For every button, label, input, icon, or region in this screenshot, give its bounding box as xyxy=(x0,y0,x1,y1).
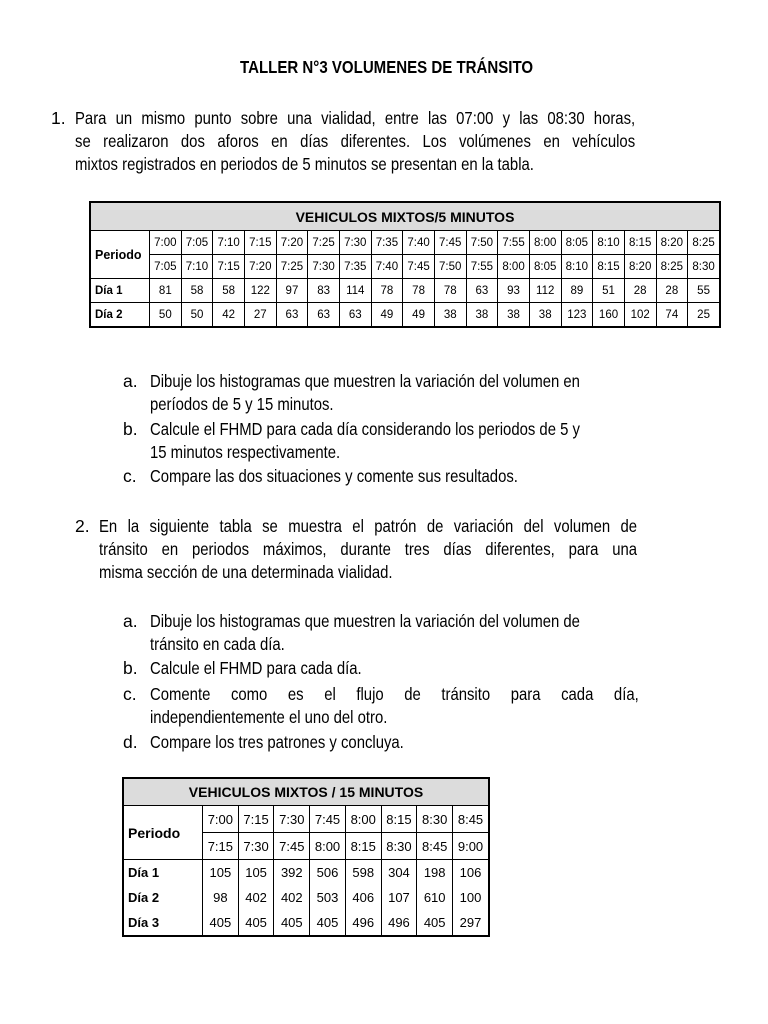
question-2-line: tránsito en periodos máximos, durante tres días diferentes, para una xyxy=(99,539,638,559)
item-line: Dibuje los histogramas que muestren la variación del volumen en xyxy=(150,371,580,391)
period-start-cell: 8:30 xyxy=(417,806,453,833)
period-end-cell: 7:20 xyxy=(244,255,276,279)
volume-cell: 107 xyxy=(381,885,417,910)
volume-cell: 123 xyxy=(561,303,593,328)
volume-cell: 78 xyxy=(371,279,403,303)
volume-cell: 297 xyxy=(453,910,489,936)
period-start-cell: 7:45 xyxy=(434,231,466,255)
question-1-line: mixtos registrados en periodos de 5 minutos se presentan en la tabla. xyxy=(75,154,534,174)
volume-cell: 58 xyxy=(213,279,245,303)
period-end-cell: 7:30 xyxy=(238,833,274,860)
volume-cell: 51 xyxy=(593,279,625,303)
period-start-cell: 8:45 xyxy=(453,806,489,833)
table-2-caption: VEHICULOS MIXTOS / 15 MINUTOS xyxy=(123,778,489,806)
volume-cell: 496 xyxy=(381,910,417,936)
volume-cell: 112 xyxy=(529,279,561,303)
item-line: independientemente el uno del otro. xyxy=(150,707,388,727)
period-start-cell: 7:15 xyxy=(244,231,276,255)
volume-cell: 405 xyxy=(203,910,239,936)
item-letter: c. xyxy=(123,684,137,704)
period-start-cell: 7:00 xyxy=(150,231,182,255)
volume-cell: 49 xyxy=(403,303,435,328)
period-end-cell: 8:15 xyxy=(345,833,381,860)
volume-cell: 27 xyxy=(244,303,276,328)
volume-cell: 98 xyxy=(203,885,239,910)
volume-cell: 50 xyxy=(181,303,213,328)
volume-cell: 105 xyxy=(238,860,274,886)
volume-cell: 93 xyxy=(498,279,530,303)
table-vehiculos-15-minutos xyxy=(122,777,490,937)
volume-cell: 58 xyxy=(181,279,213,303)
table-2-period-label: Periodo xyxy=(123,806,203,860)
volume-cell: 392 xyxy=(274,860,310,886)
period-start-cell: 7:10 xyxy=(213,231,245,255)
volume-cell: 496 xyxy=(345,910,381,936)
table-row xyxy=(90,279,720,303)
volume-cell: 74 xyxy=(656,303,688,328)
volume-cell: 55 xyxy=(688,279,720,303)
item-letter: a. xyxy=(123,611,138,631)
volume-cell: 38 xyxy=(529,303,561,328)
table-row xyxy=(90,303,720,328)
volume-cell: 405 xyxy=(417,910,453,936)
volume-cell: 63 xyxy=(339,303,371,328)
period-start-cell: 8:00 xyxy=(529,231,561,255)
volume-cell: 198 xyxy=(417,860,453,886)
period-start-cell: 7:15 xyxy=(238,806,274,833)
period-start-cell: 8:00 xyxy=(345,806,381,833)
period-end-cell: 7:30 xyxy=(308,255,340,279)
period-start-cell: 7:55 xyxy=(498,231,530,255)
question-2-number: 2. xyxy=(75,516,90,536)
period-end-cell: 8:00 xyxy=(310,833,346,860)
volume-cell: 42 xyxy=(213,303,245,328)
volume-cell: 105 xyxy=(203,860,239,886)
item-letter: b. xyxy=(123,658,138,678)
item-letter: b. xyxy=(123,419,138,439)
period-start-cell: 8:20 xyxy=(656,231,688,255)
item-line: Compare los tres patrones y concluya. xyxy=(150,732,404,752)
period-start-cell: 7:25 xyxy=(308,231,340,255)
period-end-cell: 7:40 xyxy=(371,255,403,279)
volume-cell: 63 xyxy=(466,279,498,303)
question-2-line: En la siguiente tabla se muestra el patrón de variación del volumen de xyxy=(99,516,638,536)
period-start-cell: 7:35 xyxy=(371,231,403,255)
row-label: Día 1 xyxy=(123,860,203,886)
volume-cell: 405 xyxy=(274,910,310,936)
question-2-line: misma sección de una determinada vialidad. xyxy=(99,562,393,582)
period-end-cell: 7:10 xyxy=(181,255,213,279)
question-1-line: se realizaron dos aforos en días diferentes. Los volúmenes en vehículos xyxy=(75,131,636,151)
item-letter: a. xyxy=(123,371,138,391)
volume-cell: 405 xyxy=(310,910,346,936)
period-end-cell: 7:45 xyxy=(274,833,310,860)
period-end-cell: 7:45 xyxy=(403,255,435,279)
volume-cell: 503 xyxy=(310,885,346,910)
item-line: Dibuje los histogramas que muestren la variación del volumen de xyxy=(150,611,580,631)
volume-cell: 89 xyxy=(561,279,593,303)
period-end-cell: 8:25 xyxy=(656,255,688,279)
volume-cell: 402 xyxy=(238,885,274,910)
volume-cell: 598 xyxy=(345,860,381,886)
volume-cell: 25 xyxy=(688,303,720,328)
volume-cell: 160 xyxy=(593,303,625,328)
volume-cell: 63 xyxy=(276,303,308,328)
period-start-cell: 8:15 xyxy=(381,806,417,833)
period-end-cell: 7:05 xyxy=(150,255,182,279)
period-start-cell: 7:05 xyxy=(181,231,213,255)
volume-cell: 304 xyxy=(381,860,417,886)
row-label: Día 2 xyxy=(123,885,203,910)
period-end-cell: 8:45 xyxy=(417,833,453,860)
volume-cell: 506 xyxy=(310,860,346,886)
volume-cell: 106 xyxy=(453,860,489,886)
volume-cell: 402 xyxy=(274,885,310,910)
volume-cell: 405 xyxy=(238,910,274,936)
volume-cell: 114 xyxy=(339,279,371,303)
period-end-cell: 8:30 xyxy=(688,255,720,279)
volume-cell: 38 xyxy=(434,303,466,328)
period-end-cell: 7:15 xyxy=(213,255,245,279)
volume-cell: 406 xyxy=(345,885,381,910)
volume-cell: 97 xyxy=(276,279,308,303)
volume-cell: 122 xyxy=(244,279,276,303)
item-line: Comente como es el flujo de tránsito para cada día, xyxy=(150,684,639,704)
period-end-cell: 8:00 xyxy=(498,255,530,279)
period-end-cell: 9:00 xyxy=(453,833,489,860)
period-start-cell: 7:50 xyxy=(466,231,498,255)
row-label: Día 1 xyxy=(90,279,150,303)
table-row xyxy=(123,885,489,910)
period-start-cell: 7:30 xyxy=(274,806,310,833)
row-label: Día 3 xyxy=(123,910,203,936)
document-title: TALLER N°3 VOLUMENES DE TRÁNSITO xyxy=(240,57,534,77)
volume-cell: 28 xyxy=(656,279,688,303)
question-2-text xyxy=(99,515,637,584)
table-row xyxy=(123,910,489,936)
item-line: tránsito en cada día. xyxy=(150,634,285,654)
question-1-text xyxy=(75,107,635,176)
period-start-cell: 7:00 xyxy=(203,806,239,833)
volume-cell: 610 xyxy=(417,885,453,910)
volume-cell: 78 xyxy=(403,279,435,303)
volume-cell: 78 xyxy=(434,279,466,303)
period-end-cell: 8:05 xyxy=(529,255,561,279)
volume-cell: 28 xyxy=(624,279,656,303)
question-1-line: Para un mismo punto sobre una vialidad, entre las 07:00 y las 08:30 horas, xyxy=(75,108,636,128)
period-start-cell: 8:05 xyxy=(561,231,593,255)
period-end-cell: 8:20 xyxy=(624,255,656,279)
table-vehiculos-5-minutos xyxy=(89,201,721,328)
period-start-cell: 7:20 xyxy=(276,231,308,255)
item-letter: c. xyxy=(123,466,137,486)
period-start-cell: 7:40 xyxy=(403,231,435,255)
volume-cell: 81 xyxy=(150,279,182,303)
volume-cell: 38 xyxy=(466,303,498,328)
period-start-cell: 7:30 xyxy=(339,231,371,255)
period-start-cell: 8:15 xyxy=(624,231,656,255)
item-line: 15 minutos respectivamente. xyxy=(150,442,341,462)
period-end-cell: 8:10 xyxy=(561,255,593,279)
table-row xyxy=(123,860,489,886)
period-end-cell: 7:35 xyxy=(339,255,371,279)
volume-cell: 63 xyxy=(308,303,340,328)
table-1-caption: VEHICULOS MIXTOS/5 MINUTOS xyxy=(90,202,720,231)
volume-cell: 38 xyxy=(498,303,530,328)
item-line: Calcule el FHMD para cada día. xyxy=(150,658,362,678)
period-start-cell: 8:25 xyxy=(688,231,720,255)
item-line: Calcule el FHMD para cada día considerando los periodos de 5 y xyxy=(150,419,580,439)
period-end-cell: 8:30 xyxy=(381,833,417,860)
period-end-cell: 7:50 xyxy=(434,255,466,279)
volume-cell: 49 xyxy=(371,303,403,328)
period-end-cell: 7:55 xyxy=(466,255,498,279)
item-letter: d. xyxy=(123,732,138,752)
period-end-cell: 7:15 xyxy=(203,833,239,860)
volume-cell: 100 xyxy=(453,885,489,910)
item-line: Compare las dos situaciones y comente sus resultados. xyxy=(150,466,518,486)
volume-cell: 83 xyxy=(308,279,340,303)
volume-cell: 102 xyxy=(624,303,656,328)
table-1-period-label: Periodo xyxy=(90,231,150,279)
period-end-cell: 7:25 xyxy=(276,255,308,279)
volume-cell: 50 xyxy=(150,303,182,328)
period-start-cell: 8:10 xyxy=(593,231,625,255)
period-start-cell: 7:45 xyxy=(310,806,346,833)
question-1-number: 1. xyxy=(51,108,66,128)
row-label: Día 2 xyxy=(90,303,150,328)
period-end-cell: 8:15 xyxy=(593,255,625,279)
item-line: períodos de 5 y 15 minutos. xyxy=(150,394,334,414)
